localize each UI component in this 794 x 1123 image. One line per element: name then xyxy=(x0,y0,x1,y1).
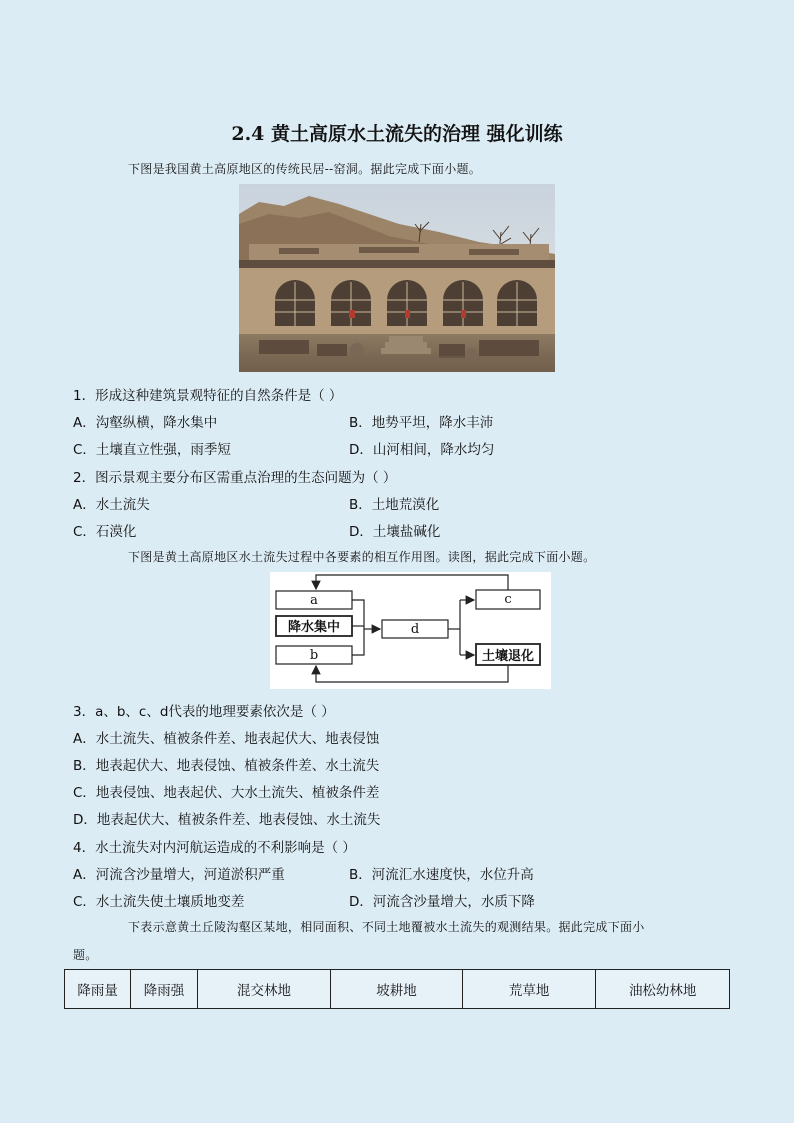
table-header-cell: 混交林地 xyxy=(197,970,331,1009)
q4-option-a: A．河流含沙量增大，河道淤积严重 xyxy=(73,867,285,883)
table-header-cell: 坡耕地 xyxy=(331,970,463,1009)
label-c: c xyxy=(504,592,512,607)
q2-option-c: C．石漠化 xyxy=(73,524,137,540)
interaction-diagram xyxy=(270,572,551,689)
q1-option-a: A．沟壑纵横，降水集中 xyxy=(73,415,218,431)
intro-text-1: 下图是我国黄土高原地区的传统民居--窑洞。据此完成下面小题。 xyxy=(128,162,482,176)
intro-text-2: 下图是黄土高原地区水土流失过程中各要素的相互作用图。读图，据此完成下面小题。 xyxy=(128,550,596,564)
table-header-cell: 降雨强 xyxy=(131,970,197,1009)
intro-text-3-cont: 题。 xyxy=(73,948,98,962)
q3-option-b: B．地表起伏大、地表侵蚀、植被条件差、水土流失 xyxy=(73,758,380,774)
intro-text-3: 下表示意黄土丘陵沟壑区某地，相同面积、不同土地覆被水土流失的观测结果。据此完成下面小 xyxy=(128,920,645,934)
question-1: 1．形成这种建筑景观特征的自然条件是（ ） xyxy=(73,388,343,404)
question-2: 2．图示景观主要分布区需重点治理的生态问题为（ ） xyxy=(73,470,397,486)
q1-option-d: D．山河相间，降水均匀 xyxy=(349,442,495,458)
question-4: 4．水土流失对内河航运造成的不利影响是（ ） xyxy=(73,840,356,856)
label-b: b xyxy=(309,648,319,663)
observation-table xyxy=(64,969,730,1009)
q2-option-d: D．土壤盐碱化 xyxy=(349,524,441,540)
q4-option-c: C．水土流失使土壤质地变差 xyxy=(73,894,245,910)
question-3: 3．a、b、c、d代表的地理要素依次是（ ） xyxy=(73,704,335,720)
label-d: d xyxy=(410,622,420,637)
q3-option-a: A．水土流失、植被条件差、地表起伏大、地表侵蚀 xyxy=(73,731,380,747)
cave-dwelling-photo xyxy=(239,184,555,372)
q3-option-c: C．地表侵蚀、地表起伏、大水土流失、植被条件差 xyxy=(73,785,380,801)
q2-option-a: A．水土流失 xyxy=(73,497,150,513)
table-header-cell: 油松幼林地 xyxy=(596,970,730,1009)
q2-option-b: B．土地荒漠化 xyxy=(349,497,440,513)
page-title: 2.4 黄土高原水土流失的治理 强化训练 xyxy=(231,123,563,145)
label-soil: 土壤退化 xyxy=(481,649,535,664)
label-a: a xyxy=(310,593,318,608)
label-rain: 降水集中 xyxy=(287,620,341,635)
q1-option-c: C．土壤直立性强，雨季短 xyxy=(73,442,231,458)
q1-option-b: B．地势平坦，降水丰沛 xyxy=(349,415,494,431)
q3-option-d: D．地表起伏大、植被条件差、地表侵蚀、水土流失 xyxy=(73,812,381,828)
q4-option-d: D．河流含沙量增大，水质下降 xyxy=(349,894,535,910)
table-header-cell: 荒草地 xyxy=(462,970,596,1009)
table-header-row xyxy=(65,970,730,1009)
q4-option-b: B．河流汇水速度快，水位升高 xyxy=(349,867,534,883)
table-header-cell: 降雨量 xyxy=(65,970,131,1009)
